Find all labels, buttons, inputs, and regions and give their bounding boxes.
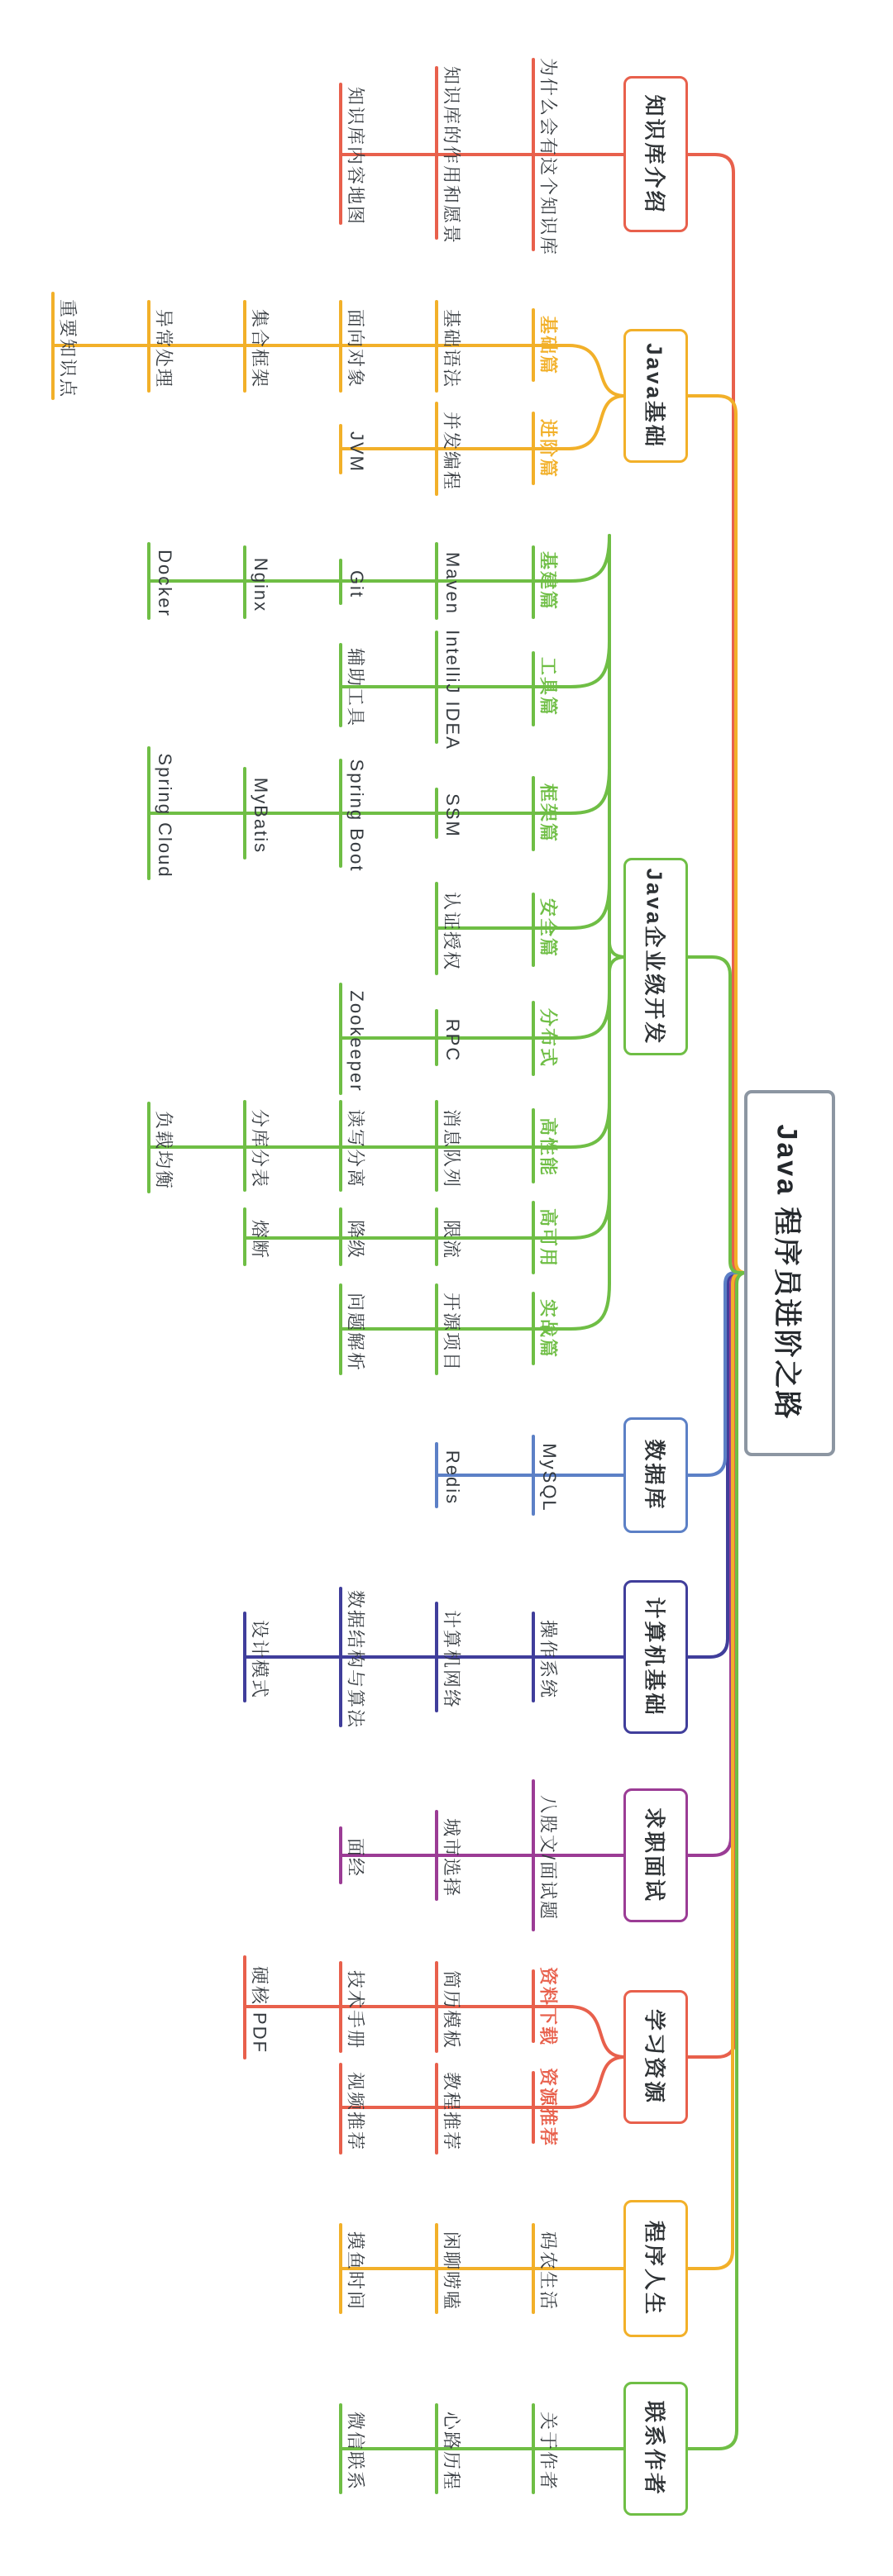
topic-label[interactable]: SSM: [442, 793, 463, 838]
topic-label[interactable]: 负载均衡: [153, 1110, 174, 1190]
topic-label[interactable]: Redis: [442, 1450, 463, 1506]
branch-node-label[interactable]: 联系作者: [642, 2400, 667, 2497]
edge-line: [571, 1102, 609, 1147]
subtopic-label[interactable]: 安全篇: [537, 898, 559, 959]
subtopic-label[interactable]: 高性能: [537, 1117, 559, 1178]
edge-line: [688, 1273, 747, 2449]
branch-node-label[interactable]: Java基础: [642, 343, 667, 449]
subtopic-label[interactable]: 工具篇: [537, 656, 559, 717]
subtopic-label[interactable]: 实战篇: [537, 1298, 559, 1359]
topic-label[interactable]: Spring Boot: [346, 759, 367, 873]
edge-line: [571, 641, 609, 687]
edge-line: [571, 1283, 609, 1329]
subtopic-label[interactable]: 资源推荐: [537, 2067, 559, 2148]
topic-label[interactable]: Git: [346, 569, 367, 599]
topic-label[interactable]: 关于作者: [537, 2411, 559, 2492]
root-node-label[interactable]: Java 程序员进阶之路: [771, 1124, 803, 1421]
edge-line: [571, 993, 609, 1038]
topic-label[interactable]: 数据结构与算法: [345, 1589, 366, 1730]
topic-label[interactable]: Maven: [442, 551, 463, 616]
edge-line: [688, 396, 746, 1273]
topic-label[interactable]: 并发编程: [441, 411, 462, 492]
topic-label[interactable]: 视频推荐: [345, 2071, 366, 2151]
topic-label[interactable]: 闲聊唠嗑: [441, 2231, 462, 2312]
edge-line: [569, 396, 625, 449]
branch-node-label[interactable]: 程序人生: [642, 2220, 667, 2317]
topic-label[interactable]: 熔断: [249, 1219, 270, 1259]
topic-label[interactable]: 异常处理: [153, 308, 174, 389]
edge-line: [569, 2007, 625, 2057]
topic-label[interactable]: 集合框架: [249, 308, 270, 389]
branch-node-label[interactable]: 求职面试: [642, 1807, 667, 1904]
branch-node-label[interactable]: 计算机基础: [642, 1597, 667, 1717]
edge-line: [571, 883, 609, 928]
topic-label[interactable]: 摸鱼时间: [345, 2231, 366, 2312]
topic-label[interactable]: Zookeeper: [346, 990, 367, 1093]
subtopic-label[interactable]: 基础篇: [537, 315, 559, 376]
topic-label[interactable]: 辅助工具: [345, 647, 366, 728]
topic-label[interactable]: 微信联系: [345, 2411, 366, 2492]
subtopic-label[interactable]: 基建篇: [537, 550, 559, 612]
topic-label[interactable]: 计算机网络: [441, 1609, 462, 1710]
subtopic-label[interactable]: 高可用: [537, 1207, 559, 1269]
topic-label[interactable]: 简历模板: [441, 1969, 462, 2050]
topic-label[interactable]: 问题解析: [345, 1292, 366, 1372]
subtopic-label[interactable]: 资料下载: [537, 1966, 559, 2047]
edge-line: [571, 1193, 609, 1238]
topic-label[interactable]: 面向对象: [345, 308, 366, 389]
topic-label[interactable]: 心路历程: [441, 2411, 462, 2492]
topic-label[interactable]: 基础语法: [441, 308, 462, 389]
topic-label[interactable]: 分库分表: [249, 1108, 270, 1188]
branch-node-label[interactable]: 知识库介绍: [642, 93, 667, 215]
edge-line: [569, 345, 625, 396]
edge-line: [571, 536, 609, 581]
topic-label[interactable]: 知识库的作用和愿景: [441, 65, 462, 245]
topic-label[interactable]: Docker: [155, 550, 175, 617]
subtopic-label[interactable]: 分布式: [537, 1007, 559, 1069]
topic-label[interactable]: Nginx: [251, 557, 271, 612]
subtopic-label[interactable]: 框架篇: [537, 783, 559, 844]
topic-label[interactable]: 知识库内容地图: [345, 86, 366, 226]
topic-label[interactable]: MySQL: [539, 1443, 560, 1512]
edge-line: [571, 768, 609, 813]
branch-node-label[interactable]: 学习资源: [642, 2008, 667, 2106]
subtopic-label[interactable]: 进阶篇: [537, 418, 559, 479]
topic-label[interactable]: 面经: [345, 1837, 366, 1878]
topic-label[interactable]: 降级: [345, 1219, 366, 1259]
topic-label[interactable]: 为什么会有这个知识库: [537, 57, 559, 257]
topic-label[interactable]: JVM: [346, 431, 367, 473]
topic-label[interactable]: 限流: [441, 1219, 462, 1259]
topic-label[interactable]: 开源项目: [441, 1292, 462, 1372]
topic-label[interactable]: RPC: [442, 1018, 463, 1062]
topic-label[interactable]: 设计模式: [249, 1619, 270, 1700]
topic-label[interactable]: 城市选择: [441, 1817, 462, 1898]
branch-node-label[interactable]: 数据库: [642, 1439, 667, 1512]
topic-label[interactable]: 读写分离: [345, 1108, 366, 1188]
topic-label[interactable]: 重要知识点: [57, 298, 79, 398]
topic-label[interactable]: 消息队列: [441, 1108, 462, 1188]
topic-label[interactable]: MyBatis: [251, 777, 271, 855]
topic-label[interactable]: 操作系统: [537, 1619, 559, 1700]
topic-label[interactable]: 码农生活: [537, 2231, 559, 2312]
branch-node-label[interactable]: Java企业级开发: [642, 868, 667, 1045]
topic-label[interactable]: 技术手册: [345, 1969, 366, 2050]
topic-label[interactable]: IntelliJ IDEA: [442, 629, 463, 750]
topic-label[interactable]: 教程推荐: [441, 2071, 462, 2151]
topic-label[interactable]: Spring Cloud: [155, 753, 175, 879]
topic-label[interactable]: 八股文/面试题: [537, 1794, 559, 1921]
edge-line: [569, 2057, 625, 2107]
topic-label[interactable]: 认证授权: [441, 891, 462, 971]
topic-label[interactable]: 硬核 PDF: [249, 1965, 270, 2055]
